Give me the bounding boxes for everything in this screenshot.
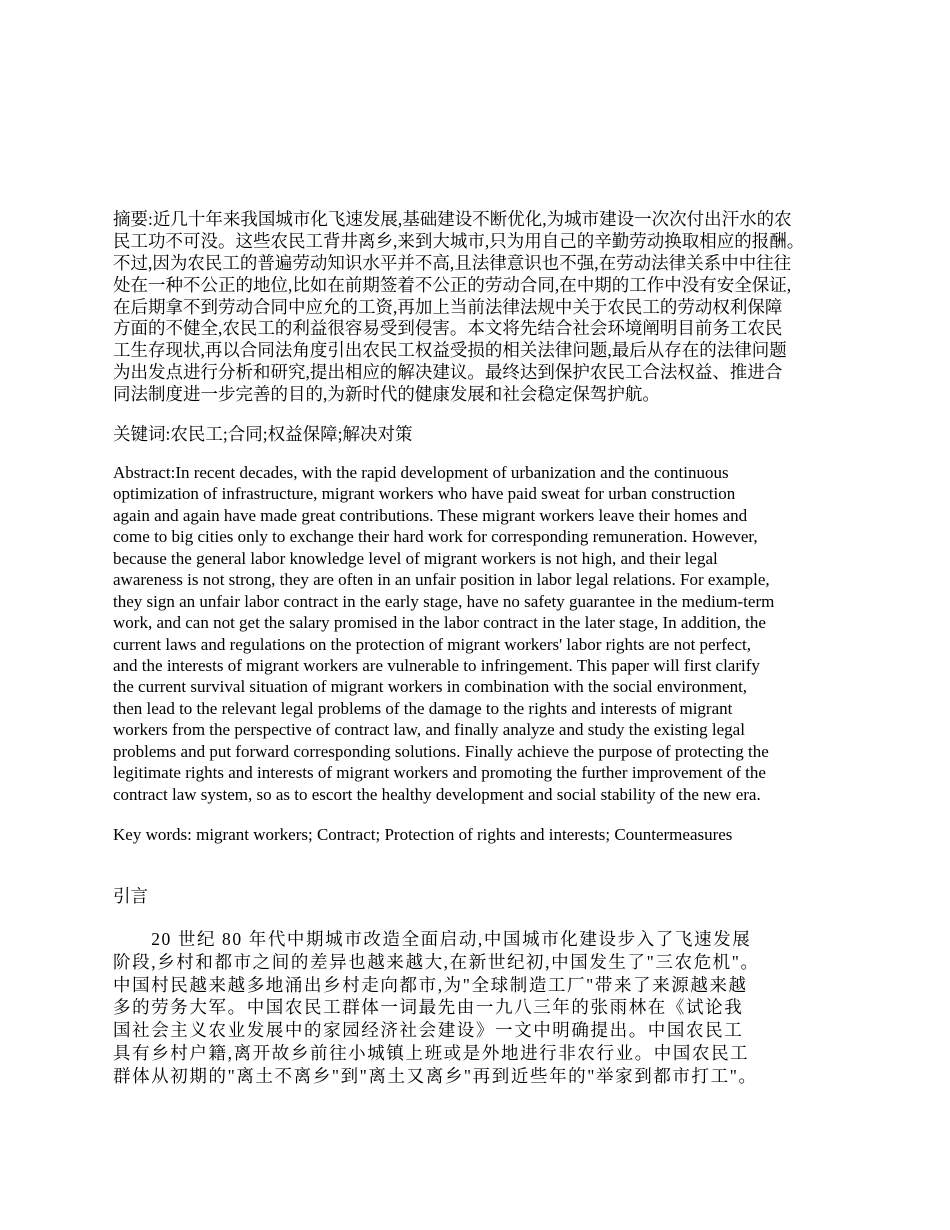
text-line: they sign an unfair labor contract in the early stage, have no safety guarantee in the medium-term bbox=[113, 591, 775, 611]
intro-paragraph bbox=[113, 928, 843, 1088]
text-line: 中国村民越来越多地涌出乡村走向都市,为"全球制造工厂"带来了来源越来越 bbox=[113, 974, 748, 995]
text-line: then lead to the relevant legal problems of the damage to the rights and interests of migrant bbox=[113, 698, 733, 718]
text-line: 阶段,乡村和都市之间的差异也越来越大,在新世纪初,中国发生了"三农危机"。 bbox=[113, 951, 760, 972]
text-line: 国社会主义农业发展中的家园经济社会建设》一文中明确提出。中国农民工 bbox=[113, 1020, 744, 1041]
text-line: contract law system, so as to escort the healthy development and social stability of the new era. bbox=[113, 784, 761, 804]
text-line: 在后期拿不到劳动合同中应允的工资,再加上当前法律法规中关于农民工的劳动权利保障 bbox=[113, 296, 783, 317]
text-line: again and again have made great contributions. These migrant workers leave their homes and bbox=[113, 505, 748, 525]
text-line: optimization of infrastructure, migrant workers who have paid sweat for urban construction bbox=[113, 484, 736, 504]
text-line: 处在一种不公正的地位,比如在前期签着不公正的劳动合同,在中期的工作中没有安全保证, bbox=[113, 274, 792, 295]
text-line: come to big cities only to exchange their hard work for corresponding remuneration. However, bbox=[113, 527, 758, 547]
text-line: 为出发点进行分析和研究,提出相应的解决建议。最终达到保护农民工合法权益、推进合 bbox=[113, 362, 783, 383]
text-line: 摘要:近几十年来我国城市化飞速发展,基础建设不断优化,为城市建设一次次付出汗水的农 bbox=[113, 209, 792, 229]
text-line: current laws and regulations on the protection of migrant workers' labor rights are not perfect, bbox=[113, 634, 751, 654]
text-line: 方面的不健全,农民工的利益很容易受到侵害。本文将先结合社会环境阐明目前务工农民 bbox=[113, 318, 783, 339]
text-line: the current survival situation of migrant workers in combination with the social environment, bbox=[113, 677, 748, 697]
text-line: 工生存现状,再以合同法角度引出农民工权益受损的相关法律问题,最后从存在的法律问题 bbox=[113, 340, 787, 361]
text-line: awareness is not strong, they are often in an unfair position in labor legal relations. For example, bbox=[113, 570, 770, 590]
text-line: 多的劳务大军。中国农民工群体一词最先由一九八三年的张雨林在《试论我 bbox=[113, 997, 744, 1018]
text-line: work, and can not get the salary promised in the labor contract in the later stage, In addition, the bbox=[113, 613, 766, 633]
english-abstract bbox=[113, 462, 843, 805]
text-line: 群体从初期的"离土不离乡"到"离土又离乡"再到近些年的"举家到都市打工"。 bbox=[113, 1065, 758, 1086]
text-line: 不过,因为农民工的普遍劳动知识水平并不高,且法律意识也不强,在劳动法律关系中中往往 bbox=[113, 252, 792, 273]
text-line: 20 世纪 80 年代中期城市改造全面启动,中国城市化建设步入了飞速发展 bbox=[113, 929, 752, 949]
text-line: legitimate rights and interests of migrant workers and promoting the further improvement of the bbox=[113, 763, 766, 783]
chinese-keywords: 关键词:农民工;合同;权益保障;解决对策 bbox=[113, 424, 413, 444]
text-line: 民工功不可没。这些农民工背井离乡,来到大城市,只为用自己的辛勤劳动换取相应的报酬。 bbox=[113, 230, 805, 251]
english-keywords: Key words: migrant workers; Contract; Protection of rights and interests; Countermeasures bbox=[113, 825, 733, 844]
text-line: workers from the perspective of contract law, and finally analyze and study the existing legal bbox=[113, 720, 745, 740]
text-line: problems and put forward corresponding solutions. Finally achieve the purpose of protecting the bbox=[113, 741, 769, 761]
chinese-abstract bbox=[113, 209, 843, 406]
text-line: 同法制度进一步完善的目的,为新时代的健康发展和社会稳定保驾护航。 bbox=[113, 384, 660, 405]
intro-heading: 引言 bbox=[113, 886, 148, 906]
text-line: 具有乡村户籍,离开故乡前往小城镇上班或是外地进行非农行业。中国农民工 bbox=[113, 1042, 750, 1063]
text-line: and the interests of migrant workers are vulnerable to infringement. This paper will first clarify bbox=[113, 655, 760, 675]
text-line: Abstract:In recent decades, with the rapid development of urbanization and the continuous bbox=[113, 463, 729, 482]
text-line: because the general labor knowledge level of migrant workers is not high, and their legal bbox=[113, 548, 718, 568]
